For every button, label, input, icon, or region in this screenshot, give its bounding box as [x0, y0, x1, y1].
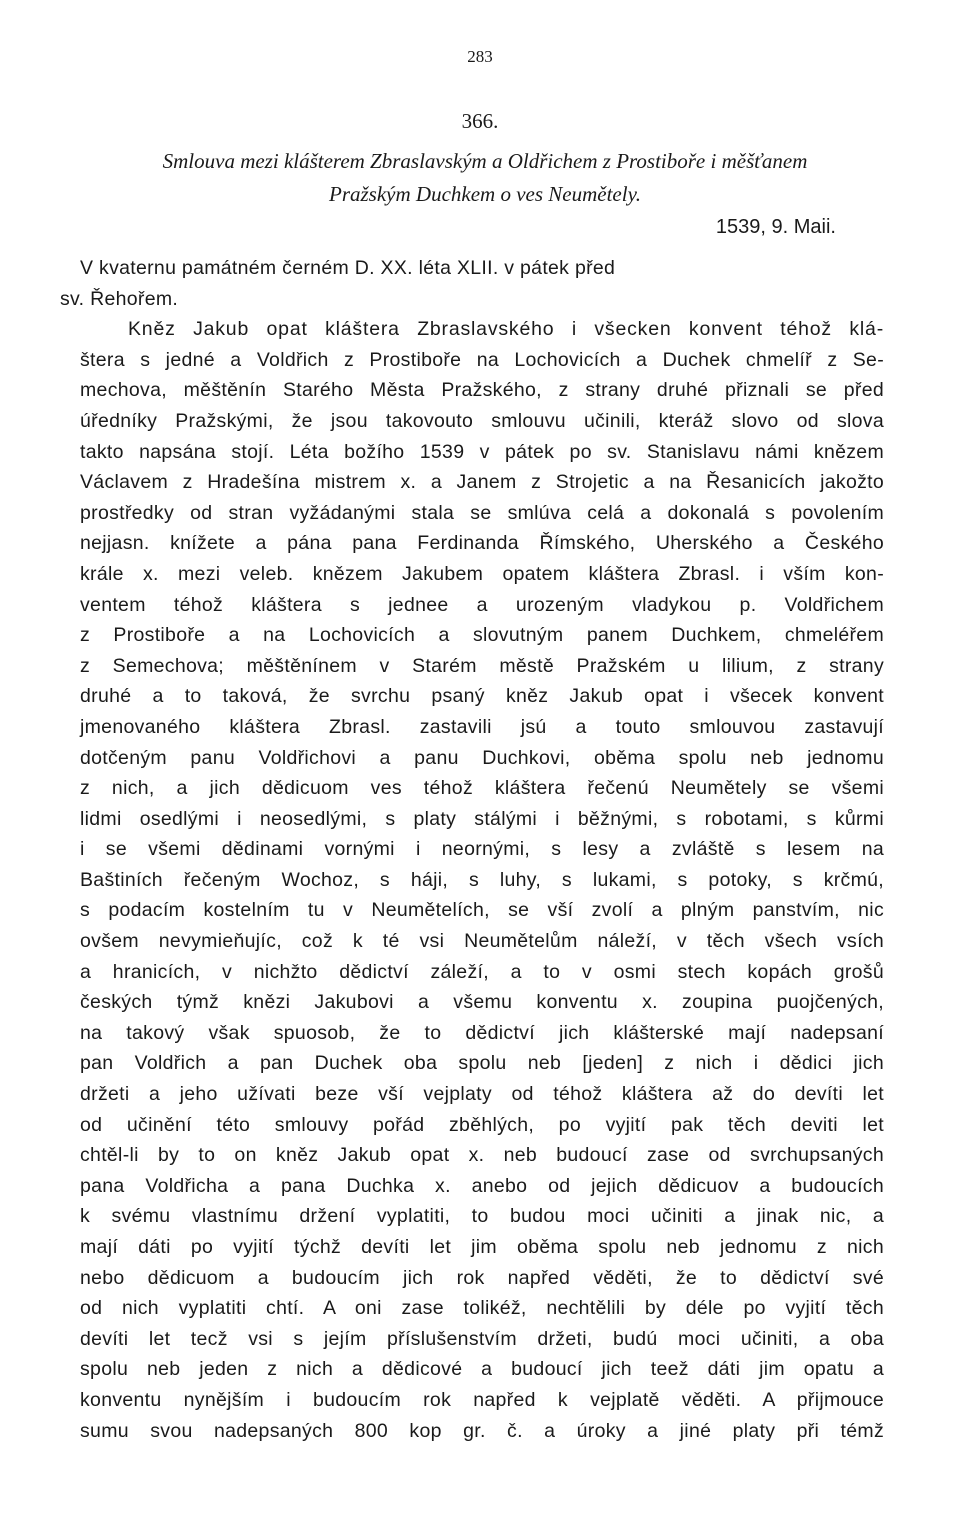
body-line: z Prostiboře a na Lochovicích a slovutným panem Duchkem, chmeléřem [80, 624, 884, 647]
body-line: devíti let tecž vsi s jejím příslušenstvím držeti, budú moci učiniti, a oba [80, 1327, 884, 1350]
body-line: na takový však spuosob, že to dědictví jich klášterské mají nadepsaní [80, 1021, 884, 1044]
body-line: sumu svou nadepsaných 800 kop gr. č. a úroky a jiné platy při témž [80, 1419, 884, 1442]
body-line: druhé a to taková, že svrchu psaný kněz Jakub opat i všecek konvent [80, 685, 884, 708]
body-line: českých týmž knězi Jakubovi a všemu konventu x. zoupina puojčených, [80, 991, 884, 1014]
body-line: a hranicích, v nichžto dědictví záleží, a to v osmi stech kopách grošů [80, 960, 884, 983]
body-line: V kvaternu památném černém D. XX. léta XLII. v pátek před [80, 257, 616, 279]
body-line: Baštiních řečeným Wochoz, s háji, s luhy, s lukami, s potoky, s krčmú, [80, 868, 884, 891]
body-text [60, 253, 884, 1446]
body-line: pana Voldřicha a pana Duchka x. anebo od jejich dědicuov a budoucích [80, 1174, 884, 1197]
body-line: od učinění této smlouvy pořád zběhlých, po vyjití pak těch deviti let [80, 1113, 884, 1136]
document-number: 366. [461, 109, 499, 133]
body-line: ovšem nevymieňujíc, což k té vsi Neumětelům náleží, v těch všech vsích [80, 930, 884, 953]
title-line: Smlouva mezi klášterem Zbraslavským a Oldřichem z Prostiboře i měšťanem [162, 149, 808, 173]
body-line: držeti a jeho užívati beze vší vejplaty od téhož kláštera až do devíti let [80, 1083, 884, 1106]
body-line: prostředky od stran vyžádanými stala se smlúva celá a dokonalá s povolením [80, 501, 884, 524]
body-line: sv. Řehořem. [60, 287, 179, 310]
body-line: z Semechova; měštěnínem v Starém městě Pražském u lilium, z strany [80, 654, 884, 677]
document-date: 1539, 9. Maii. [715, 216, 836, 238]
body-line: takto napsána stojí. Léta božího 1539 v pátek po sv. Stanislavu námi knězem [80, 440, 884, 463]
body-line: ventem téhož kláštera s jednee a urozeným vladykou p. Voldřichem [80, 593, 884, 616]
body-line: nebo dědicuom a budoucím jich rok napřed věděti, že to dědictví své [80, 1266, 884, 1289]
body-line: dotčeným panu Voldřichovi a panu Duchkovi, oběma spolu neb jednomu [80, 746, 884, 769]
body-line: nejjasn. knížete a pána pana Ferdinanda Římského, Uherského a Českého [80, 532, 884, 555]
body-line: chtěl-li by to on kněz Jakub opat x. neb budoucí zase od svrchupsaných [80, 1144, 884, 1167]
body-line: k svému vlastnímu držení vyplatiti, to budou moci učiniti a jinak nic, a [80, 1205, 884, 1228]
body-line: z nich, a jich dědicuom ves téhož kláštera řečenú Neumětely se všemi [80, 777, 884, 800]
body-line: od nich vyplatiti chtí. A oni zase tolikéž, nechtělili by déle po vyjití těch [80, 1297, 884, 1320]
body-line: krále x. mezi veleb. knězem Jakubem opatem kláštera Zbrasl. i vším kon- [80, 562, 884, 585]
title-line: Pražským Duchkem o ves Neumětely. [329, 182, 641, 206]
body-line: štera s jedné a Voldřich z Prostiboře na Lochovicích a Duchek chmelíř z Se- [80, 348, 884, 371]
body-line: Kněz Jakub opat kláštera Zbraslavského i všecken konvent téhož klá- [128, 318, 884, 341]
page-number: 283 [467, 47, 493, 66]
body-line: Václavem z Hradešína mistrem x. a Janem z Strojetic a na Řesanicích jakožto [80, 471, 884, 494]
document-title [70, 145, 900, 211]
body-line: lidmi osedlými i neosedlými, s platy stálými i běžnými, s robotami, s kůrmi [80, 807, 884, 830]
body-line: mají dáti po vyjití týchž devíti let jim oběma spolu neb jednomu z nich [80, 1236, 884, 1258]
body-line: mechova, měštěnín Starého Města Pražského, z strany druhé přiznali se před [80, 379, 884, 402]
body-line: s podacím kostelním tu v Neumětelích, se vší zvolí a plným panstvím, nic [80, 899, 884, 922]
body-line: spolu neb jeden z nich a dědicové a budoucí jich teež dáti jim opatu a [80, 1358, 884, 1381]
body-line: i se všemi dědinami vornými i neornými, s lesy a zvláště s lesem na [80, 838, 884, 861]
body-line: pan Voldřich a pan Duchek oba spolu neb [jeden] z nich i dědici jich [80, 1052, 884, 1075]
body-line: konventu nynějším i budoucím rok napřed k vejplatě věděti. A přijmouce [80, 1388, 884, 1411]
body-line: jmenovaného kláštera Zbrasl. zastavili jsú a touto smlouvou zastavují [80, 715, 884, 738]
body-line: úředníky Pražskými, že jsou takovouto smlouvu učinili, kteráž slovo od slova [80, 409, 884, 432]
